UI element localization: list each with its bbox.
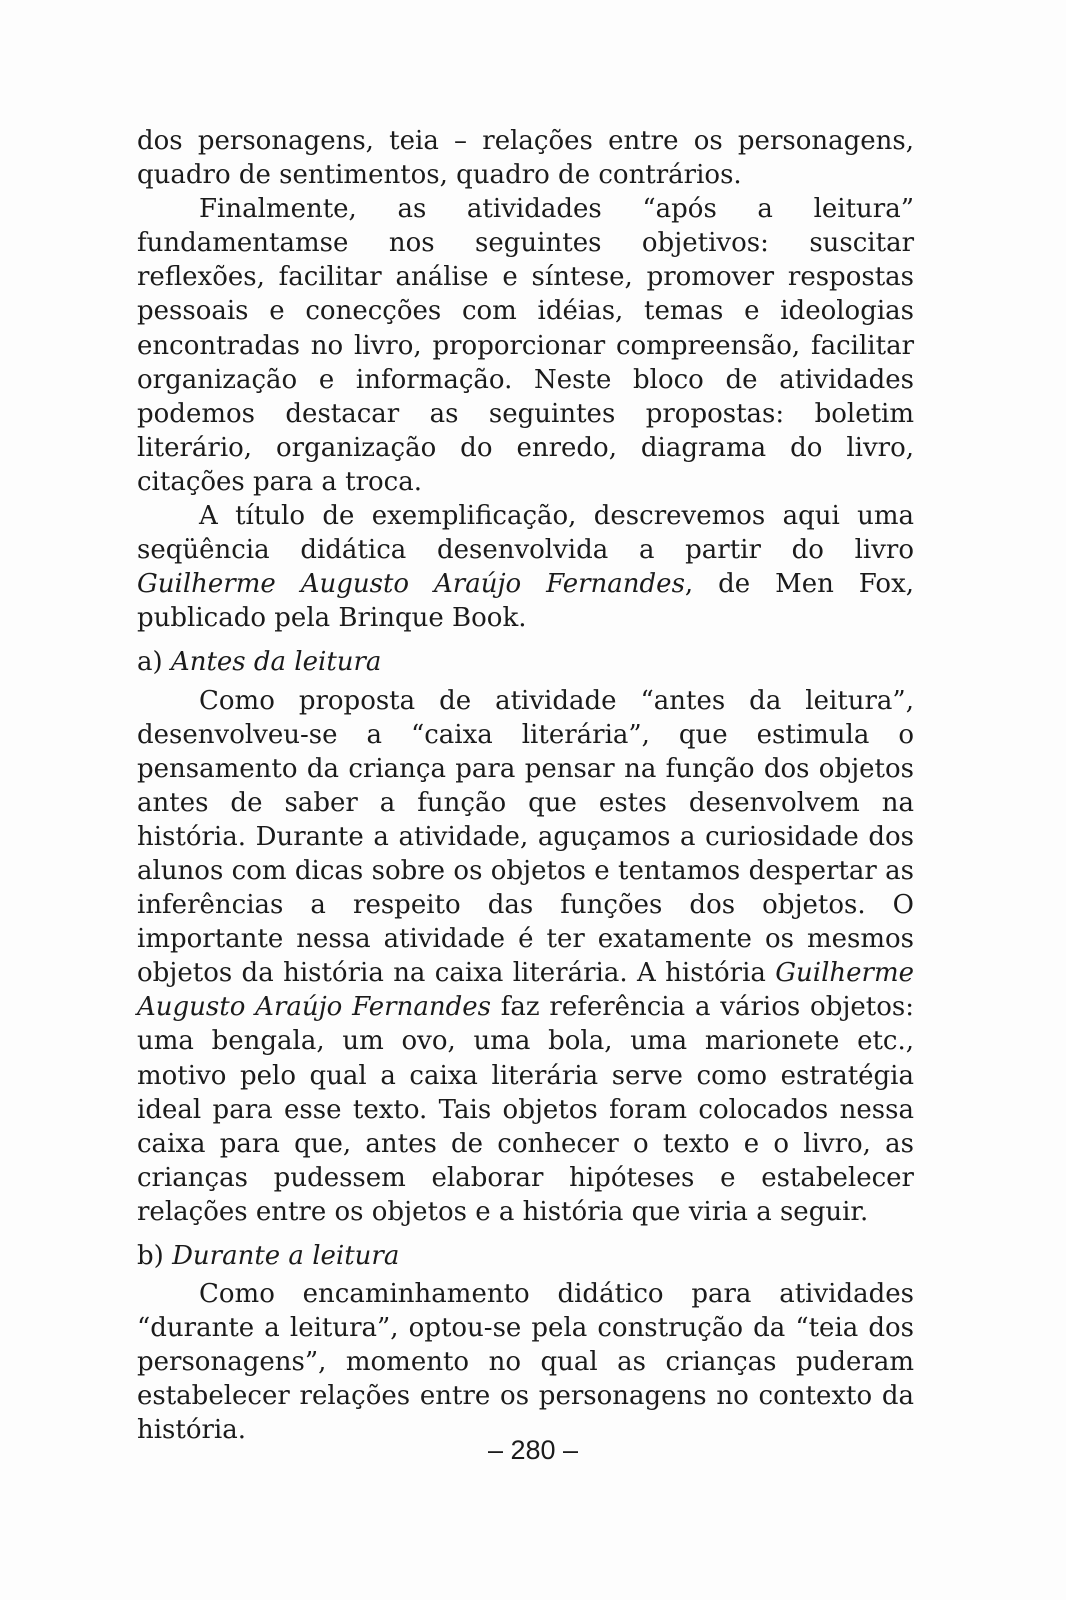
page-body bbox=[137, 124, 914, 1448]
section-marker: b) bbox=[137, 1241, 173, 1271]
paragraph-text: Como proposta de atividade “antes da leitura”, desenvolveu-se a “caixa literária”, que estimula o pensamento da criança para pensar na função dos objetos antes de saber a função que estes desenvolvem na história. Durante a atividade, aguçamos a curiosidade dos alunos com dicas sobre os objetos e tentamos despertar as inferências a respeito das funções dos objetos. O importante nessa atividade é ter exatamente os mesmos objetos da história na caixa literária. A história bbox=[137, 685, 914, 989]
book-title: Guilherme Augusto Araújo Fernandes bbox=[137, 958, 914, 1023]
section-heading-before-reading bbox=[137, 645, 914, 679]
book-title: Guilherme Augusto Araújo Fernandes bbox=[137, 569, 685, 600]
paragraph-after-reading-activities: Finalmente, as atividades “após a leitura” fundamentamse nos seguintes objetivos: suscitar reflexões, facilitar análise e síntese, promover respostas pessoais e conecções com idéias, temas e ideologias encontradas no livro, proporcionar compreensão, facilitar organização e informação. Neste bloco de atividades podemos destacar as seguintes propostas: boletim literário, organização do enredo, diagrama do livro, citações para a troca. bbox=[137, 194, 914, 497]
page-number: – 280 – bbox=[487, 1435, 579, 1465]
paragraph-continuation: dos personagens, teia – relações entre os personagens, quadro de sentimentos, quadro de contrários. bbox=[137, 126, 914, 191]
paragraph-text: A título de exemplificação, descrevemos aqui uma seqüência didática desenvolvida a partir do livro bbox=[137, 501, 914, 566]
paragraph-character-web: Como encaminhamento didático para atividades “durante a leitura”, optou-se pela construção da “teia dos personagens”, momento no qual as crianças puderam estabelecer relações entre os personagens no contexto da história. bbox=[137, 1279, 914, 1446]
paragraph-didactic-sequence bbox=[137, 499, 914, 635]
section-title: Durante a leitura bbox=[172, 1241, 400, 1271]
paragraph-text: faz referência a vários objetos: uma bengala, um ovo, uma bola, uma marionete etc., motivo pelo qual a caixa literária serve como estratégia ideal para esse texto. Tais objetos foram colocados nessa caixa para que, antes de conhecer o texto e o livro, as crianças pudessem elaborar hipóteses e estabelecer relações entre os objetos e a história que viria a seguir. bbox=[137, 992, 914, 1227]
paragraph-text: , de Men Fox, publicado pela Brinque Book. bbox=[137, 569, 914, 634]
section-marker: a) bbox=[137, 647, 171, 678]
section-title: Antes da leitura bbox=[170, 647, 382, 678]
paragraph-literary-box bbox=[137, 684, 914, 1230]
section-heading-during-reading bbox=[137, 1239, 914, 1273]
